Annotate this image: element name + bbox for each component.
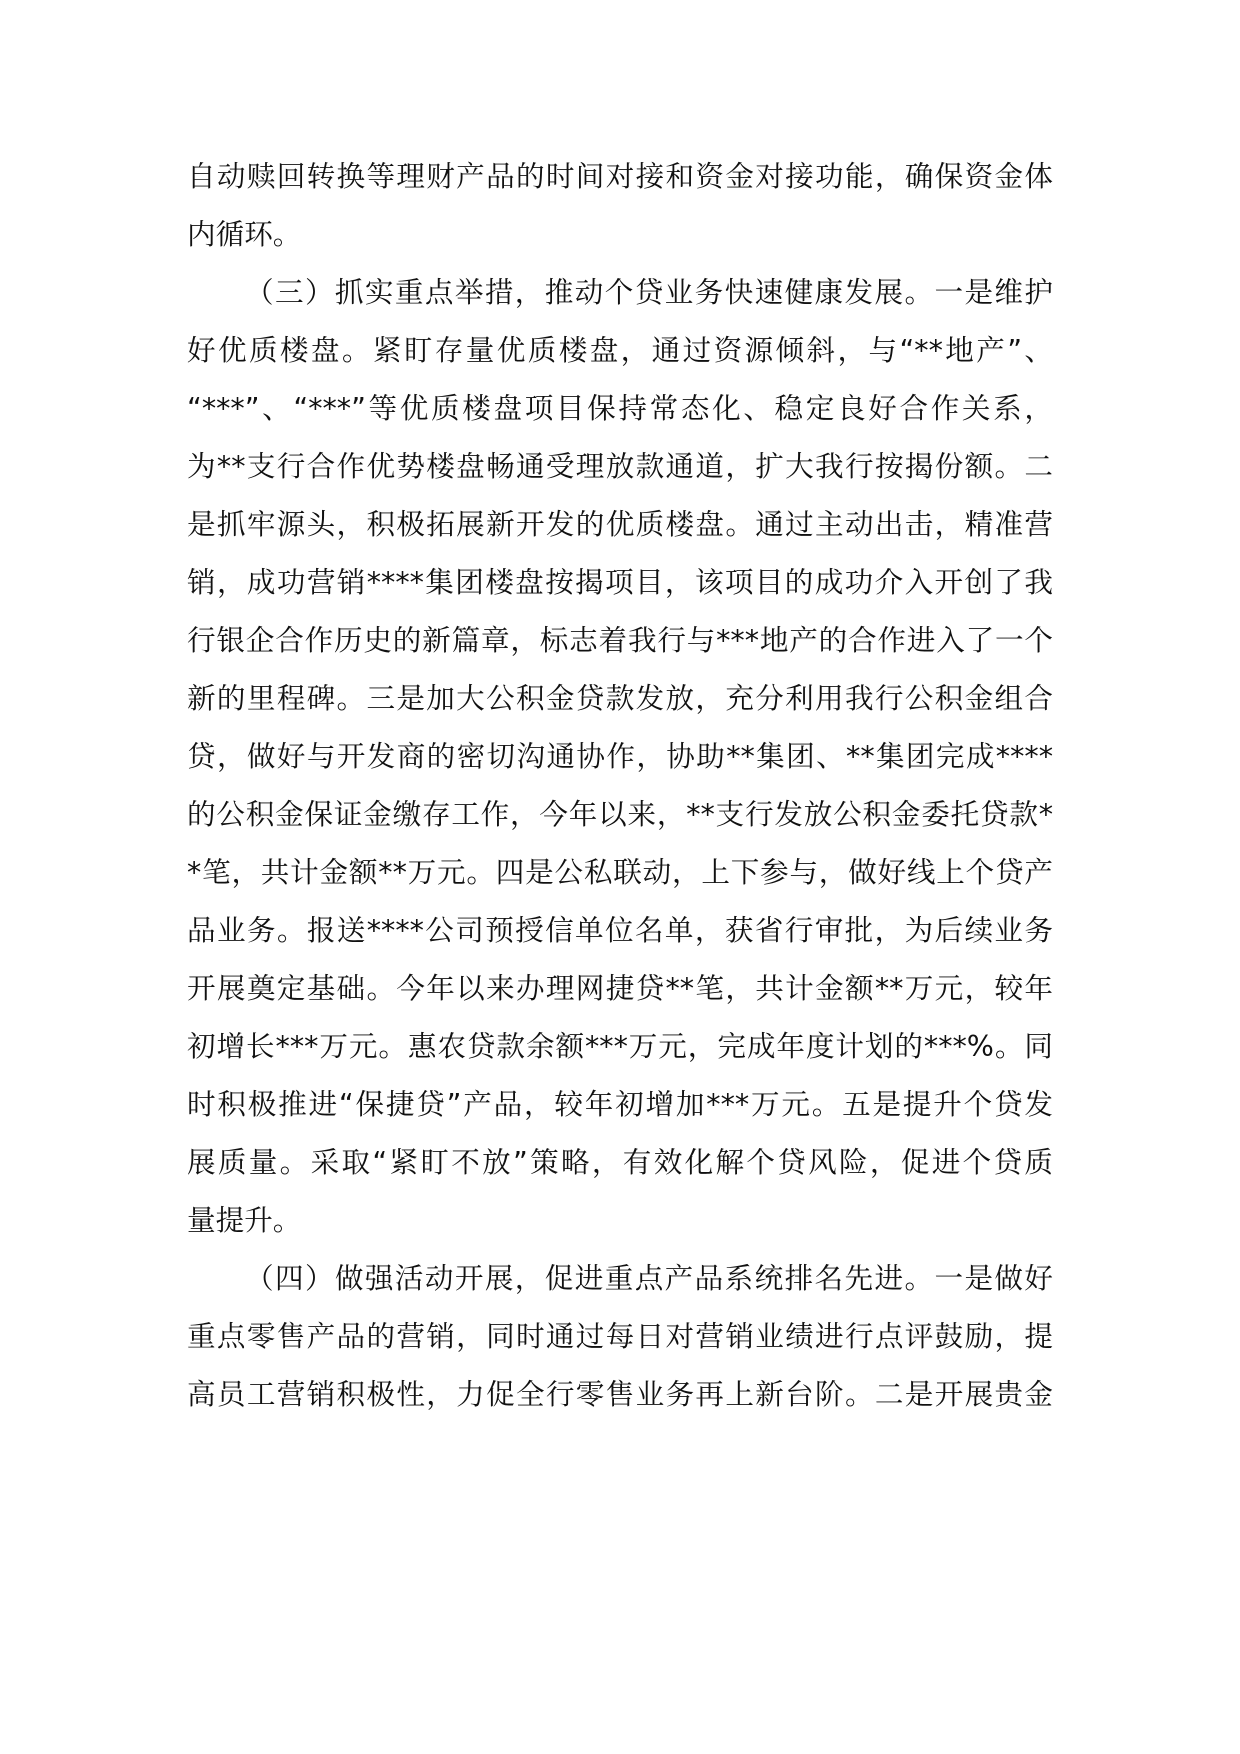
text-line: 行银企合作历史的新篇章，标志着我行与***地产的合作进入了一个 (187, 623, 1053, 657)
text-line: 展质量。采取“紧盯不放”策略，有效化解个贷风险，促进个贷质 (187, 1145, 1053, 1179)
text-line: 是抓牢源头，积极拓展新开发的优质楼盘。通过主动出击，精准营 (187, 507, 1053, 541)
text-line: 开展奠定基础。今年以来办理网捷贷**笔，共计金额**万元，较年 (187, 971, 1053, 1005)
text-line: 内循环。 (187, 217, 302, 251)
text-line: “***”、“***”等优质楼盘项目保持常态化、稳定良好合作关系， (187, 391, 1053, 425)
text-line: 时积极推进“保捷贷”产品，较年初增加***万元。五是提升个贷发 (187, 1087, 1053, 1121)
text-line: 的公积金保证金缴存工作，今年以来，**支行发放公积金委托贷款* (187, 797, 1053, 831)
paragraph-heading-line: （三）抓实重点举措，推动个贷业务快速健康发展。一是维护 (245, 275, 1053, 309)
text-line: *笔，共计金额**万元。四是公私联动，上下参与，做好线上个贷产 (187, 855, 1053, 889)
paragraph-heading-line: （四）做强活动开展，促进重点产品系统排名先进。一是做好 (245, 1261, 1053, 1295)
text-line: 为**支行合作优势楼盘畅通受理放款通道，扩大我行按揭份额。二 (187, 449, 1053, 483)
text-line: 好优质楼盘。紧盯存量优质楼盘，通过资源倾斜，与“**地产”、 (187, 333, 1053, 367)
text-line: 重点零售产品的营销，同时通过每日对营销业绩进行点评鼓励，提 (187, 1319, 1053, 1353)
text-line: 自动赎回转换等理财产品的时间对接和资金对接功能，确保资金体 (187, 159, 1053, 193)
text-line: 初增长***万元。惠农贷款余额***万元，完成年度计划的***%。同 (187, 1029, 1053, 1063)
text-line: 新的里程碑。三是加大公积金贷款发放，充分利用我行公积金组合 (187, 681, 1053, 715)
text-line: 品业务。报送****公司预授信单位名单，获省行审批，为后续业务 (187, 913, 1053, 947)
text-line: 贷，做好与开发商的密切沟通协作，协助**集团、**集团完成**** (187, 739, 1053, 773)
text-line: 量提升。 (187, 1203, 302, 1237)
text-line: 销，成功营销****集团楼盘按揭项目，该项目的成功介入开创了我 (187, 565, 1053, 599)
text-line: 高员工营销积极性，力促全行零售业务再上新台阶。二是开展贵金 (187, 1377, 1053, 1411)
